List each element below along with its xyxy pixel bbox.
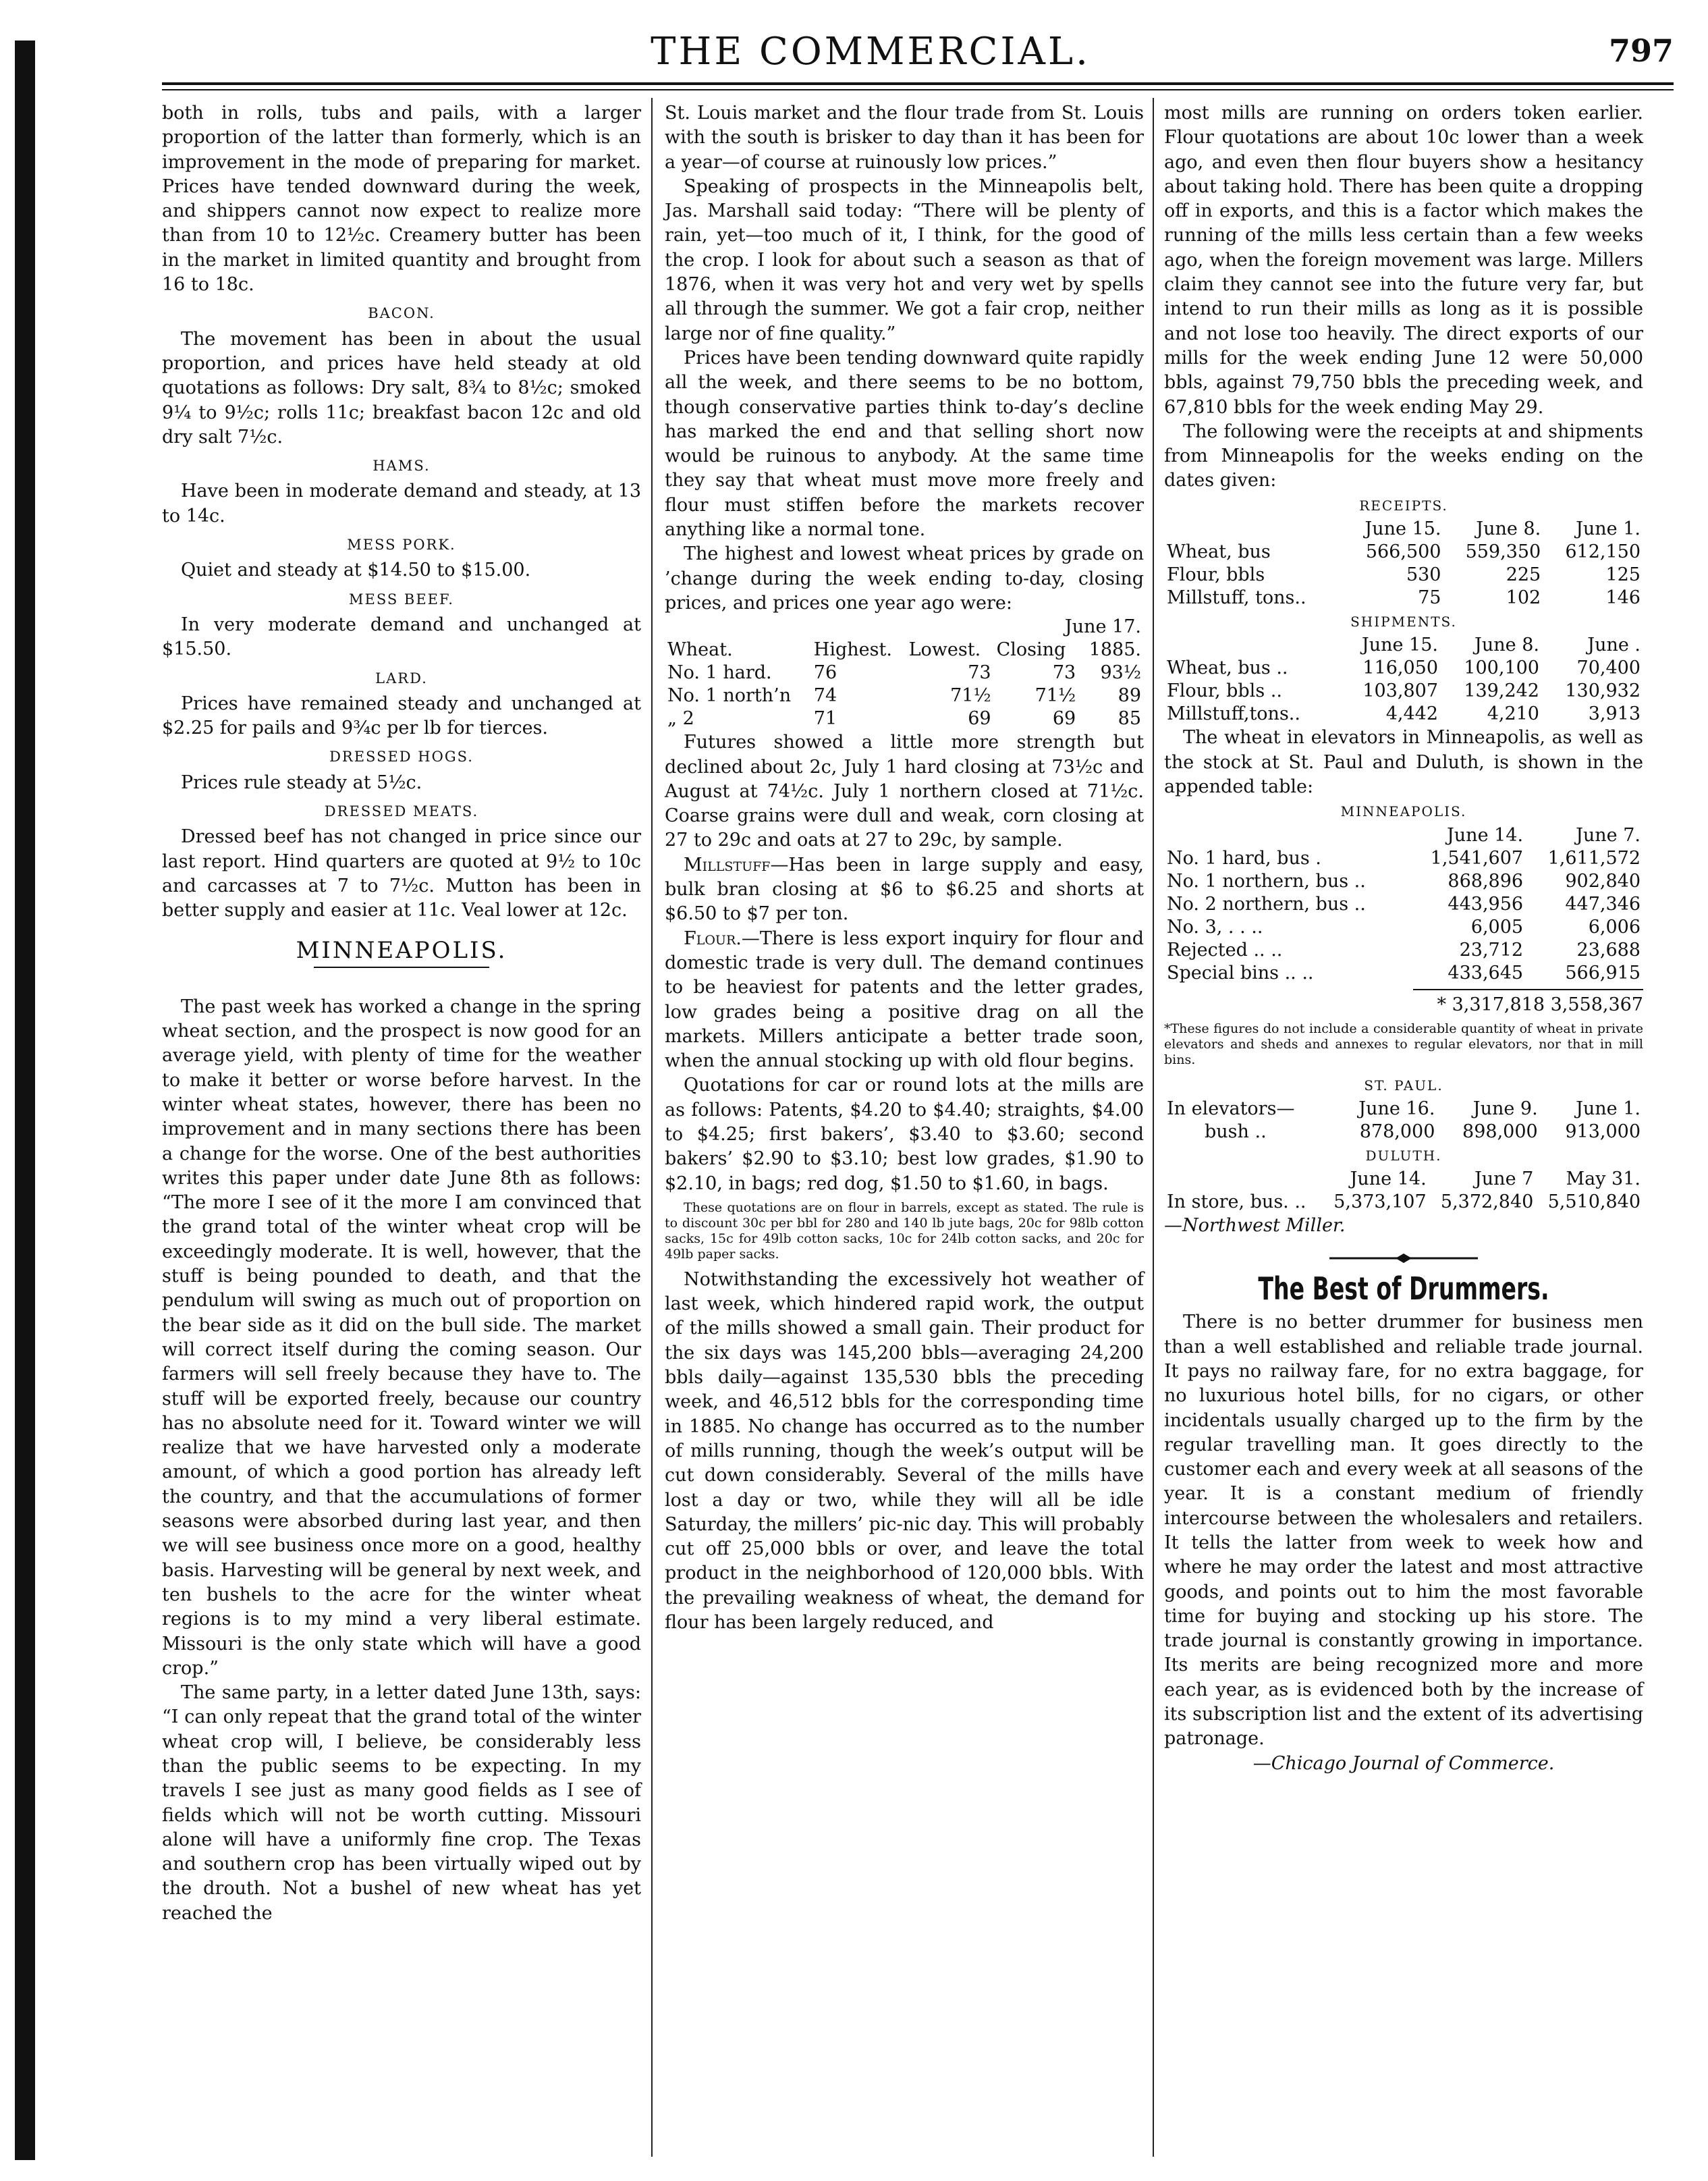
table-caption-minneapolis: MINNEAPOLIS. — [1340, 803, 1467, 820]
column-header: Closing — [996, 639, 1066, 661]
column-header: Highest. — [813, 639, 892, 661]
paragraph: Notwithstanding the excessively hot weather of last week, which hindered rapid work, the output of the mills showed a small gain. Their product for the six days was 145,200 bbls—averaging 24,200 bbls daily—against 135,530 bbls the preceding week, and 46,512 bbls for the corresponding time in 1885. No change has occurred as to the number of mills running, though the week’s output will be cut down considerably. Several of the mills have lost a day or two, while they will all be idle Saturday, the millers’ pic-nic day. This will probably cut off 25,000 bbls or over, and leave the total product in the neighborhood of 120,000 bbls. With the prevailing weakness of wheat, the demand for flour has been largely reduced, and — [665, 1268, 1144, 1634]
table-cell: 612,150 — [1565, 541, 1641, 563]
table-row — [1164, 587, 1643, 610]
table-row — [1164, 564, 1643, 587]
column-header: 1885. — [1089, 639, 1141, 661]
table-cell: 146 — [1605, 587, 1641, 609]
table-cell: 73 — [1052, 662, 1076, 684]
table-cell: 71 — [813, 708, 837, 730]
table-cell: 93½ — [1100, 662, 1141, 684]
table-cell: 868,896 — [1448, 870, 1524, 892]
table-cell: 902,840 — [1565, 870, 1641, 892]
table-cell: 23,712 — [1459, 939, 1524, 961]
table-cell: 5,372,840 — [1440, 1191, 1534, 1213]
column-header: June 7 — [1474, 1168, 1534, 1190]
table-cell: 76 — [813, 662, 837, 684]
section-heading-text: MINNEAPOLIS. — [296, 936, 507, 964]
paragraph: The following were the receipts at and shipments from Minneapolis for the weeks ending on the dates given: — [1164, 421, 1643, 491]
table-cell: 89 — [1118, 685, 1141, 707]
table-cell: No. 1 hard. — [667, 662, 772, 684]
table-row — [1164, 1121, 1643, 1143]
table-cell: 566,500 — [1365, 541, 1441, 563]
column-header: June 8. — [1475, 635, 1539, 656]
table-cell: 3,913 — [1588, 703, 1641, 725]
column-3 — [1164, 101, 1643, 1776]
paragraph-flour — [665, 927, 1144, 1074]
table-caption-receipts: RECEIPTS. — [1359, 497, 1448, 514]
table-cell: 530 — [1406, 564, 1441, 586]
table-cell: 913,000 — [1565, 1121, 1641, 1143]
table-cell: 878,000 — [1359, 1121, 1435, 1143]
table-row — [1164, 916, 1643, 939]
paragraph-text: Has been in large supply and easy, bulk bran closing at $6 to $6.25 and shorts at $6.50 to $7 per ton. — [665, 854, 1144, 925]
column-1 — [162, 101, 641, 1926]
paragraph: Quotations for car or round lots at the mills are as follows: Patents, $4.20 to $4.40; straights, $4.00 to $4.25; first bakers’, $3.40 to $3.60; second bakers’ $2.90 to $3.10; best low grades, $1.90 to $2.10, in bags; red dog, $1.50 to $1.60, in bags. — [665, 1075, 1144, 1194]
table-cell: 139,242 — [1464, 680, 1539, 702]
table-cell: Rejected .. .. — [1167, 939, 1283, 961]
table-cell: 6,005 — [1470, 916, 1524, 938]
table-cell: In elevators— — [1167, 1098, 1295, 1120]
column-header: Wheat. — [667, 639, 733, 661]
table-cell: 433,645 — [1448, 962, 1524, 984]
column-header: June 1. — [1576, 518, 1641, 540]
table-cell: 125 — [1605, 564, 1641, 586]
column-header: June 1. — [1576, 1098, 1641, 1120]
table-row — [1164, 893, 1643, 916]
table-caption-shipments: SHIPMENTS. — [1350, 614, 1457, 630]
table-row — [665, 662, 1144, 684]
column-header: Lowest. — [908, 639, 981, 661]
table-cell: 74 — [813, 685, 837, 707]
table-cell: No. 3, . . .. — [1167, 916, 1263, 938]
table-header-row — [1164, 824, 1643, 847]
paragraph-millstuff — [665, 853, 1144, 927]
total-rule — [1413, 989, 1643, 990]
table-cell: No. 1 hard, bus . — [1167, 847, 1321, 869]
table-row — [1164, 680, 1643, 703]
table-cell: 23,688 — [1576, 939, 1641, 961]
receipts-table — [1164, 518, 1643, 610]
table-cell: 1,611,572 — [1547, 847, 1641, 869]
minneapolis-elevators-table — [1164, 824, 1643, 985]
table-cell: Wheat, bus .. — [1167, 657, 1288, 679]
subheading-mess-pork: MESS PORK. — [347, 537, 456, 554]
table-cell: 71½ — [950, 685, 991, 707]
table-cell: 447,346 — [1565, 893, 1641, 915]
paragraph: Have been in moderate demand and steady, at 13 to 14c. — [162, 481, 641, 527]
paragraph: There is no better drummer for business men than a well established and reliable trade journal. It pays no railway fare, for no extra baggage, for no luxurious hotel bills, for no cigars, or other incidentals usually charged up to the firm by the regular travelling man. It goes directly to the customer each and every week at all seasons of the year. It is a constant medium of friendly intercourse between the wholesalers and retailers. It tells the latter from week to week how and where he may order the latest and most attractive goods, and points out to him the most favorable time for buying and stocking up his store. The trade journal is constantly growing in importance. Its merits are being recognized more and more each year, as is evidenced both by the increase of its subscription list and the extent of its advertising patronage. — [1164, 1312, 1643, 1750]
column-header: June 16. — [1358, 1098, 1435, 1120]
paragraph: In very moderate demand and unchanged at $15.50. — [162, 614, 641, 660]
wheat-price-table — [665, 616, 1144, 730]
column-header: June 14. — [1446, 824, 1524, 846]
paragraph: The movement has been in about the usual proportion, and prices have held steady at old quotations as follows: Dry salt, 8¾ to 8½c; smoked 9¼ to 9½c; rolls 11c; breakfast bacon 12c and old dry salt 7½c. — [162, 328, 641, 448]
subheading-mess-beef: MESS BEEF. — [349, 591, 454, 608]
table-row — [1164, 939, 1643, 962]
table-row — [1164, 1191, 1643, 1214]
table-header-row — [1164, 634, 1643, 657]
table-cell: 898,000 — [1462, 1121, 1538, 1143]
column-divider — [651, 98, 653, 2157]
paragraph: Quiet and steady at $14.50 to $15.00. — [181, 560, 531, 581]
paragraph: Speaking of prospects in the Minneapolis belt, Jas. Marshall said today: “There will be plenty of rain, yet—too much of it, I think, for the good of the crop. I look for about such a season as that of 1876, when it was very hot and very wet by spells all through the summer. We got a fair crop, neither large nor of fine quality.” — [665, 176, 1144, 344]
article-title-drummers: The Best of Drummers. — [1258, 1270, 1549, 1308]
table-cell: 559,350 — [1465, 541, 1541, 563]
table-cell: 70,400 — [1576, 657, 1641, 679]
paragraph: Prices have remained steady and unchanged at $2.25 for pails and 9¾c per lb for tierces. — [162, 693, 641, 739]
header-rule — [162, 82, 1674, 85]
paragraph: both in rolls, tubs and pails, with a larger proportion of the latter than formerly, which is an improvement in the mode of preparing for market. Prices have tended downward during the week, and shippers cannot now expect to realize more than from 10 to 12½c. Creamery butter has been in the market in limited quantity and brought from 16 to 18c. — [162, 103, 641, 296]
table-cell: 85 — [1118, 708, 1141, 730]
table-cell: 443,956 — [1448, 893, 1524, 915]
subheading-bacon: BACON. — [368, 305, 435, 322]
table-header-row — [1164, 518, 1643, 541]
paragraph: Futures showed a little more strength but declined about 2c, July 1 hard closing at 73½c and August at 74½c. July 1 northern closed at 71½c. Coarse grains were dull and weak, corn closing at 27 to 29c and oats at 27 to 29c, by sample. — [665, 732, 1144, 851]
paragraph: The same party, in a letter dated June 13th, says: “I can only repeat that the grand total of the winter wheat crop will, I believe, be considerably less than the public seems to be expecting. In my travels I see just as many good fields as I see of fields which will not be worth cutting. Missouri alone will have a uniformly fine crop. The Texas and southern crop has been virtually wiped out by the drouth. Not a bushel of new wheat has yet reached the — [162, 1682, 641, 1924]
table-cell: No. 1 north’n — [667, 685, 792, 707]
table-cell: 225 — [1506, 564, 1541, 586]
paragraph: Prices rule steady at 5½c. — [181, 772, 422, 793]
column-header: June . — [1587, 635, 1641, 656]
run-in-head: Flour.— — [684, 927, 760, 949]
column-header: June 7. — [1576, 824, 1641, 846]
binding-edge — [15, 41, 35, 2160]
table-cell: Flour, bbls — [1167, 564, 1265, 586]
column-header: June 15. — [1365, 518, 1441, 540]
table-row — [1164, 962, 1643, 985]
column-header: June 8. — [1476, 518, 1541, 540]
table-header-row — [665, 639, 1144, 662]
table-row — [1164, 657, 1643, 680]
table-cell: 69 — [1052, 708, 1076, 730]
table-row — [1164, 703, 1643, 726]
table-cell: 130,932 — [1565, 680, 1641, 702]
page-header — [67, 30, 1674, 84]
table-cell: Millstuff,tons.. — [1167, 703, 1300, 725]
table-row — [1164, 847, 1643, 870]
column-header: June 15. — [1361, 635, 1438, 656]
table-row — [1164, 1098, 1643, 1121]
column-header: June 9. — [1472, 1098, 1538, 1120]
subheading-dressed-hogs: DRESSED HOGS. — [329, 749, 474, 765]
st-paul-table — [1164, 1098, 1643, 1143]
table-cell: Millstuff, tons.. — [1167, 587, 1306, 609]
page-number: 797 — [1608, 32, 1674, 69]
table-cell: Flour, bbls .. — [1167, 680, 1282, 702]
column-2 — [665, 101, 1144, 1635]
paragraph: Prices have been tending downward quite rapidly all the week, and there seems to be no bottom, though conservative parties think to-day’s decline has marked the end and that selling short now would be ruinous to anybody. At the same time they say that wheat must move more freely and flour must stiffen before the markets recover anything like a normal tone. — [665, 347, 1144, 541]
table-caption-duluth: DULUTH. — [1365, 1148, 1442, 1164]
shipments-table — [1164, 634, 1643, 726]
table-cell: 4,210 — [1487, 703, 1539, 725]
paragraph: Dressed beef has not changed in price since our last report. Hind quarters are quoted at 9½ to 10c and carcasses at 7 to 7½c. Mutton has been in better supply and easier at 11c. Veal lower at 12c. — [162, 826, 641, 921]
section-underline — [314, 967, 489, 968]
table-cell: 6,006 — [1588, 916, 1641, 938]
column-divider — [1153, 98, 1154, 2157]
subheading-hams: HAMS. — [373, 458, 431, 475]
table-row — [665, 684, 1144, 707]
table-caption-st-paul: ST. PAUL. — [1364, 1077, 1443, 1094]
paragraph: The wheat in elevators in Minneapolis, as well as the stock at St. Paul and Duluth, is shown in the appended table: — [1164, 727, 1643, 797]
newspaper-title: THE COMMERCIAL. — [651, 30, 1091, 74]
header-rule-thin — [162, 89, 1674, 90]
table-cell: In store, bus. .. — [1167, 1191, 1306, 1213]
table-cell: 4,442 — [1385, 703, 1438, 725]
paragraph-text: There is less export inquiry for flour and domestic trade is very dull. The demand continues to be heaviest for patents and the letter grades, low grades being a positive drag on all the markets. Millers anticipate a better trade soon, when the annual stocking up with old flour begins. — [665, 927, 1144, 1072]
table-cell: 103,807 — [1362, 680, 1438, 702]
footnote: These quotations are on flour in barrels, except as stated. The rule is to discount 30c per bbl for 280 and 140 lb jute bags, 20c for 98lb cotton sacks, 15c for 49lb cotton sacks, 10c for 24lb cotton sacks, and 20c for 49lb paper sacks. — [665, 1200, 1144, 1262]
ornament-divider — [1164, 1245, 1643, 1270]
table-cell: 69 — [968, 708, 991, 730]
table-cell: 1,541,607 — [1430, 847, 1524, 869]
table-cell: Special bins .. .. — [1167, 962, 1314, 984]
footnote: *These figures do not include a considerable quantity of wheat in private elevators and sheds and annexes to regular elevators, nor that in mill bins. — [1164, 1021, 1643, 1067]
subheading-lard: LARD. — [375, 670, 428, 686]
table-row — [1164, 541, 1643, 564]
table-cell: 5,373,107 — [1333, 1191, 1427, 1213]
source-credit: —Northwest Miller. — [1164, 1215, 1346, 1237]
ornament-rule-icon — [1323, 1254, 1485, 1263]
table-cell: 75 — [1418, 587, 1441, 609]
paragraph: The past week has worked a change in the spring wheat section, and the prospect is now good for an average yield, with plenty of time for the weather to make it better or worse before harvest. In the winter wheat states, however, there has been no improvement and in many sections there has been a change for the worse. One of the best authorities writes this paper under date June 8th as follows: “The more I see of it the more I am convinced that the grand total of the winter wheat crop will be exceedingly moderate. It is well, however, that the stuff is being pounded to death, and that the pendulum will swing as much out of proportion on the bear side as it did on the bull side. The market will correct itself during the coming season. Our farmers will sell freely because they have to. The stuff will be exported freely, because our country has no absolute need for it. Toward winter we will realize that we have harvested only a moderate amount, of which a good portion has already left the country, and that the accumulations of former seasons were absorbed during last year, and then we will see business once more on a good, healthy basis. Harvesting will be general by next week, and ten bushels to the acre for the winter wheat regions is to my mind a very liberal estimate. Missouri is the only state which will have a good crop.” — [162, 996, 641, 1679]
table-cell: 71½ — [1035, 685, 1076, 707]
table-date: June 17. — [1064, 616, 1141, 638]
table-total: * 3,317,818 3,558,367 — [1437, 994, 1643, 1015]
paragraph: The highest and lowest wheat prices by grade on ’change during the week ending to-day, closing prices, and prices one year ago were: — [665, 543, 1144, 614]
table-row — [665, 707, 1144, 730]
column-header: May 31. — [1566, 1168, 1641, 1190]
subheading-dressed-meats: DRESSED MEATS. — [324, 803, 479, 820]
table-row — [1164, 870, 1643, 893]
table-cell: 566,915 — [1565, 962, 1641, 984]
table-cell: 5,510,840 — [1547, 1191, 1641, 1213]
table-cell: No. 2 northern, bus .. — [1167, 893, 1366, 915]
table-header-row — [1164, 1168, 1643, 1191]
column-header: June 14. — [1350, 1168, 1427, 1190]
section-heading-minneapolis — [162, 938, 641, 968]
duluth-table — [1164, 1168, 1643, 1214]
table-cell: Wheat, bus — [1167, 541, 1271, 563]
run-in-head: Millstuff— — [684, 854, 789, 876]
table-cell: No. 1 northern, bus .. — [1167, 870, 1366, 892]
table-cell: 102 — [1506, 587, 1541, 609]
table-cell: „ 2 — [667, 708, 694, 730]
table-cell: 116,050 — [1362, 657, 1438, 679]
table-cell: 100,100 — [1464, 657, 1539, 679]
paragraph: St. Louis market and the flour trade from St. Louis with the south is brisker to day than it has been for a year—of course at ruinously low prices.” — [665, 103, 1144, 173]
table-cell: 73 — [968, 662, 991, 684]
paragraph: most mills are running on orders token earlier. Flour quotations are about 10c lower than a week ago, and even then flour buyers show a hesitancy about taking hold. There has been quite a dropping off in exports, and this is a factor which makes the running of the mills less certain than a few weeks ago, when the foreign movement was large. Millers claim they cannot see into the future very far, but intend to run their mills as long as it is possible and not lose too heavily. The direct exports of our mills for the week ending June 12 were 50,000 bbls, against 79,750 bbls the preceding week, and 67,810 bbls for the week ending May 29. — [1164, 103, 1643, 418]
table-cell: bush .. — [1205, 1121, 1267, 1143]
source-credit: —Chicago Journal of Commerce. — [1252, 1752, 1555, 1774]
